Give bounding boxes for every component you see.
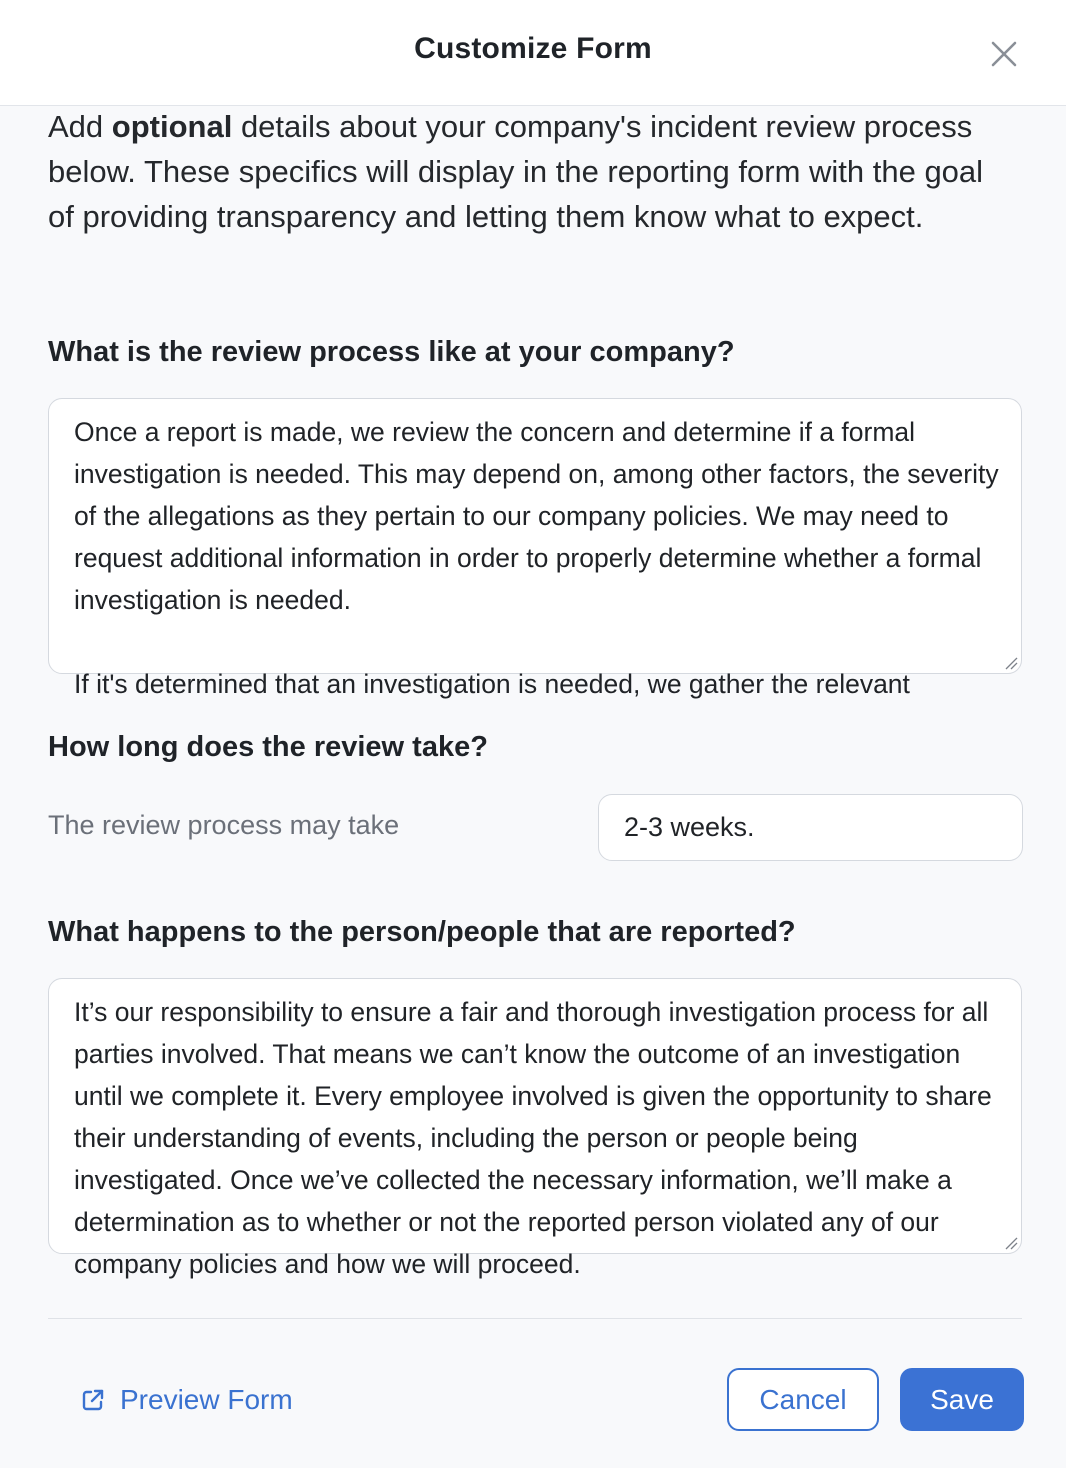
review-duration-prompt: The review process may take xyxy=(48,810,400,840)
review-duration-input[interactable]: 2-3 weeks. xyxy=(598,794,1023,861)
reported-people-value: It’s our responsibility to ensure a fair and thorough investigation process for all parties involved. That means we can’t know the outcome of an investigation until we complete it. Every employee involved is given the opportunity to share their understanding of events, including the person or people being investigated. Once we’ve collected the necessary information, we’ll make a determination as to whether or not the reported person violated any of our company policies and how we will proceed. xyxy=(74,997,1000,1279)
review-duration-label: How long does the review take? xyxy=(48,731,488,763)
preview-form-label: Preview Form xyxy=(120,1384,293,1415)
close-button[interactable] xyxy=(984,34,1024,74)
external-link-icon xyxy=(80,1387,106,1413)
resize-handle-icon[interactable] xyxy=(1002,654,1018,670)
intro-prefix: Add xyxy=(48,109,112,144)
footer-divider xyxy=(48,1318,1022,1319)
intro-emphasis: optional xyxy=(111,109,233,144)
reported-people-textarea[interactable] xyxy=(48,978,1022,1279)
close-icon xyxy=(984,34,1024,74)
reported-people-label: What happens to the person/people that are reported? xyxy=(48,916,796,948)
intro-suffix: details about your company's incident review process below. These specifics will display in the reporting form with the goal of providing transparency and letting them know what to expect. xyxy=(48,109,984,234)
modal-title: Customize Form xyxy=(414,32,652,65)
modal-header xyxy=(0,0,1066,106)
review-process-value: Once a report is made, we review the concern and determine if a formal investigation is needed. This may depend on, among other factors, the severity of the allegations as they pertain to our company policies. We may need to request additional information in order to properly determine whether a formal investigation is needed. If it's determined that an investigation is needed, we gather the relevant xyxy=(74,417,999,699)
save-button[interactable]: Save xyxy=(900,1368,1024,1431)
review-process-textarea[interactable] xyxy=(48,398,1022,699)
review-process-label: What is the review process like at your company? xyxy=(48,336,735,368)
resize-handle-icon[interactable] xyxy=(1002,1234,1018,1250)
preview-form-link[interactable] xyxy=(80,1382,293,1418)
intro-text xyxy=(48,104,1008,239)
cancel-button[interactable]: Cancel xyxy=(727,1368,879,1431)
